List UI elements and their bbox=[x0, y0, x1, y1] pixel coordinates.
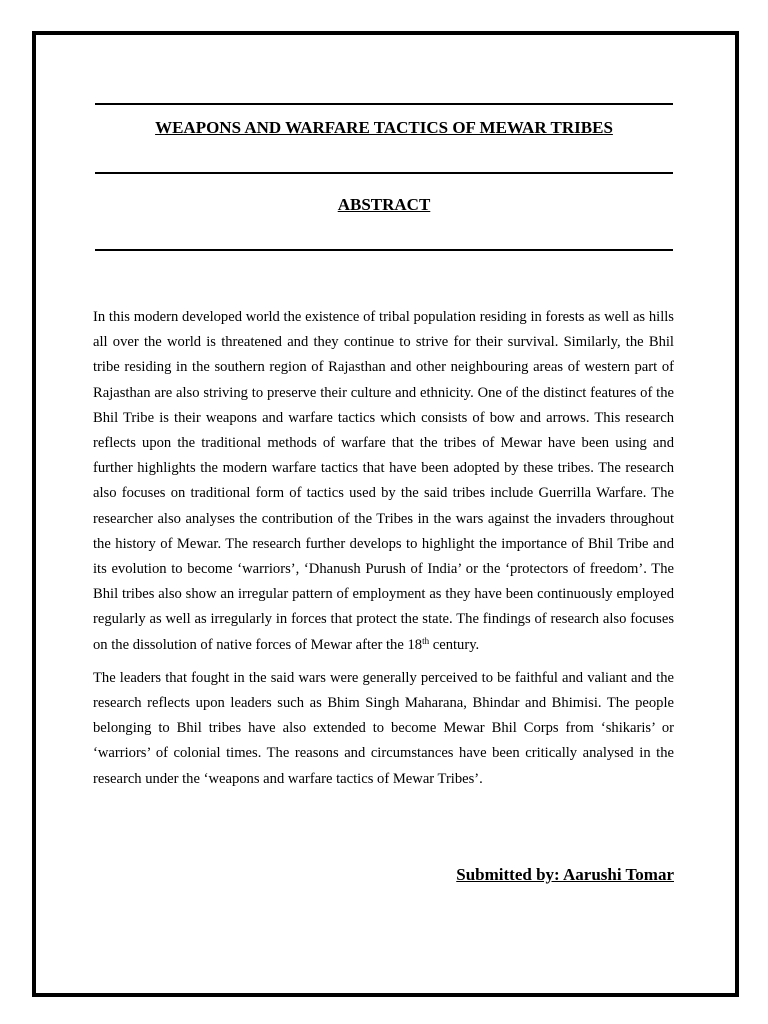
document-title: WEAPONS AND WARFARE TACTICS OF MEWAR TRIBES bbox=[155, 118, 613, 137]
submitted-by: Submitted by: Aarushi Tomar bbox=[456, 865, 674, 884]
abstract-heading: ABSTRACT bbox=[337, 195, 431, 214]
ordinal-suffix: th bbox=[422, 635, 430, 646]
paragraph-1-text: In this modern developed world the existence of tribal population residing in forests as well as hills all over the world is threatened and they continue to strive for their survival. Similarly, the Bhil tribe residing in the southern region of Rajasthan and other neighbouring areas of western part of Rajasthan are also striving to preserve their culture and ethnicity. One of the distinct features of the Bhil Tribe is their weapons and warfare tactics which consists of bow and arrows. This research reflects upon the traditional methods of warfare that the tribes of Mewar have been using and further highlights the modern warfare tactics that have been adopted by these tribes. The research also focuses on traditional form of tactics used by the said tribes include Guerrilla Warfare. The researcher also analyses the contribution of the Tribes in the wars against the invaders throughout the history of Mewar. The research further develops to highlight the importance of Bhil Tribe and its evolution to become ‘warriors’, ‘Dhanush Purush of India’ or the ‘protectors of freedom’. The Bhil tribes also show an irregular pattern of employment as they have been continuously employed regularly as well as irregularly in forces that protect the state. The findings of research also focuses on the dissolution of native forces of Mewar after the 18 bbox=[93, 309, 674, 653]
abstract-paragraph-1 bbox=[93, 305, 674, 658]
paragraph-1-end: century. bbox=[429, 636, 480, 653]
abstract-paragraph-2: The leaders that fought in the said wars were generally perceived to be faithful and valiant and the research reflects upon leaders such as Bhim Singh Maharana, Bhindar and Bhimisi. The people belonging to Bhil tribes have also extended to become Mewar Bhil Corps from ‘shikaris’ or ‘warriors’ of colonial times. The reasons and circumstances have been critically analysed in the research under the ‘weapons and warfare tactics of Mewar Tribes’. bbox=[93, 669, 674, 787]
title-bottom-rule bbox=[95, 172, 673, 174]
abstract-bottom-rule bbox=[95, 249, 673, 251]
abstract-body bbox=[93, 305, 674, 800]
title-top-rule bbox=[95, 103, 673, 105]
